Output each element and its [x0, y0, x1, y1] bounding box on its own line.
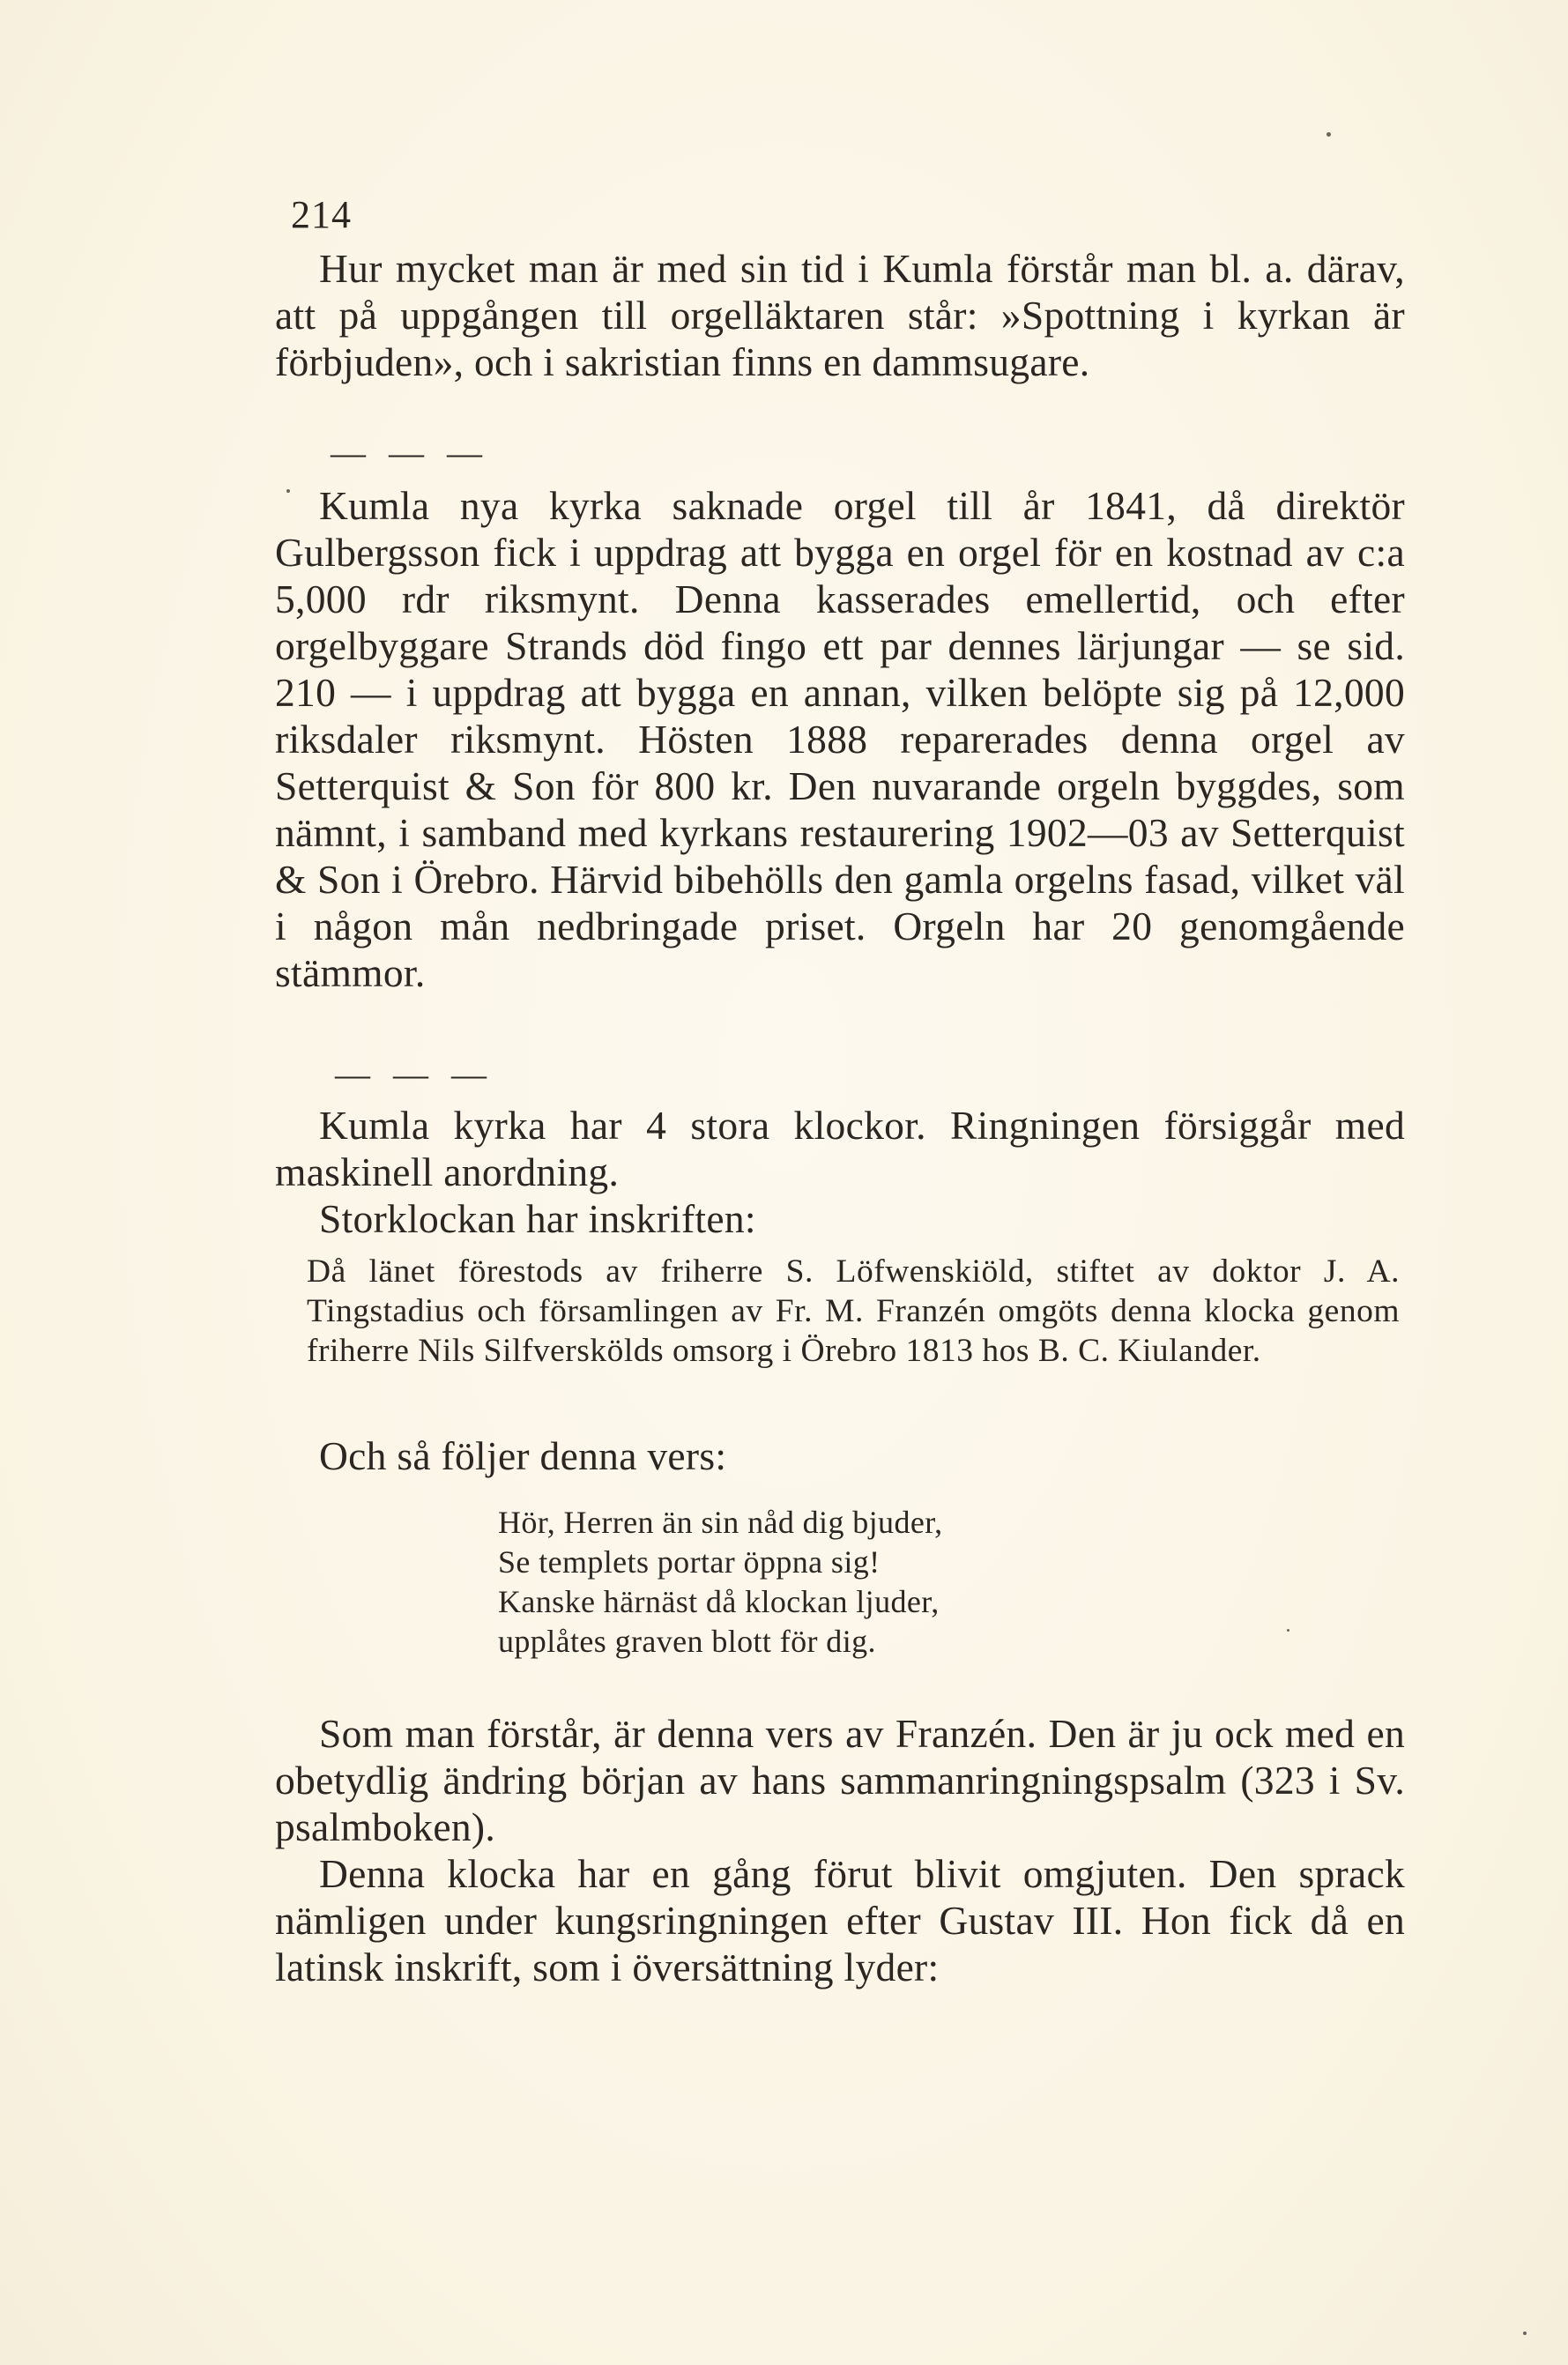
paper-speck — [1523, 2332, 1527, 2335]
verse-line: Hör, Herren än sin nåd dig bjuder, — [498, 1505, 943, 1540]
inscription-paragraph: Då länet förestods av friherre S. Löfwenskiöld, stiftet av doktor J. A. Tingstadius och församlingen av Fr. M. Franzén omgöts denna klocka genom friherre Nils Silfverskölds omsorg i Örebro 1813 hos B. C. Kiulander. — [307, 1253, 1400, 1369]
inscription-text — [307, 1252, 1400, 1371]
body-paragraph: Denna klocka har en gång förut blivit omgjuten. Den sprack nämligen under kungsringningen efter Gustav III. Hon fick då en latinsk inskrift, som i översättning lyder: — [275, 1851, 1405, 1989]
paragraph-franzen — [275, 1710, 1405, 1990]
body-paragraph: Och så följer denna vers: — [319, 1433, 727, 1478]
verse-line: Kanske härnäst då klockan ljuder, — [498, 1584, 940, 1619]
verse-line: upplåtes graven blott för dig. — [498, 1624, 876, 1659]
paragraph-dammsugare — [275, 245, 1405, 385]
paper-speck — [1326, 132, 1331, 137]
paper-speck — [1287, 1629, 1289, 1632]
section-separator: — — — — [331, 433, 489, 472]
body-paragraph: Som man förstår, är denna vers av Franzén. Den är ju ock med en obetydlig ändring början av hans sammanringningspsalm (323 i Sv. psalmboken). — [275, 1711, 1405, 1849]
verse-block — [498, 1503, 943, 1662]
verse-line: Se templets portar öppna sig! — [498, 1544, 881, 1580]
body-paragraph: Kumla kyrka har 4 stora klockor. Ringningen försiggår med maskinell anordning. — [275, 1103, 1405, 1194]
paragraph-vers-intro — [275, 1432, 1405, 1479]
body-paragraph: Kumla nya kyrka saknade orgel till år 1841, då direktör Gulbergsson fick i uppdrag att bygga en orgel för en kostnad av c:a 5,000 rdr riksmynt. Denna kasserades emellertid, och efter orgelbyggare Strands död fingo ett par dennes lärjungar — se sid. 210 — i uppdrag att bygga en annan, vilken belöpte sig på 12,000 riksdaler riksmynt. Hösten 1888 reparerades denna orgel av Setterquist & Son för 800 kr. Den nuvarande orgeln byggdes, som nämnt, i samband med kyrkans restaurering 1902—03 av Setterquist & Son i Örebro. Härvid bibehölls den gamla orgelns fasad, vilket väl i någon mån nedbringade priset. Orgeln har 20 genomgående stämmor. — [275, 483, 1405, 995]
page-number: 214 — [291, 193, 352, 236]
body-paragraph: Hur mycket man är med sin tid i Kumla förstår man bl. a. därav, att på uppgången till orgelläktaren står: »Spottning i kyrkan är förbjuden», och i sakristian finns en dammsugare. — [275, 246, 1405, 384]
paragraph-klockor — [275, 1102, 1405, 1242]
paragraph-orgel — [275, 482, 1405, 996]
section-separator: — — — — [335, 1054, 494, 1094]
body-paragraph: Storklockan har inskriften: — [319, 1196, 756, 1241]
